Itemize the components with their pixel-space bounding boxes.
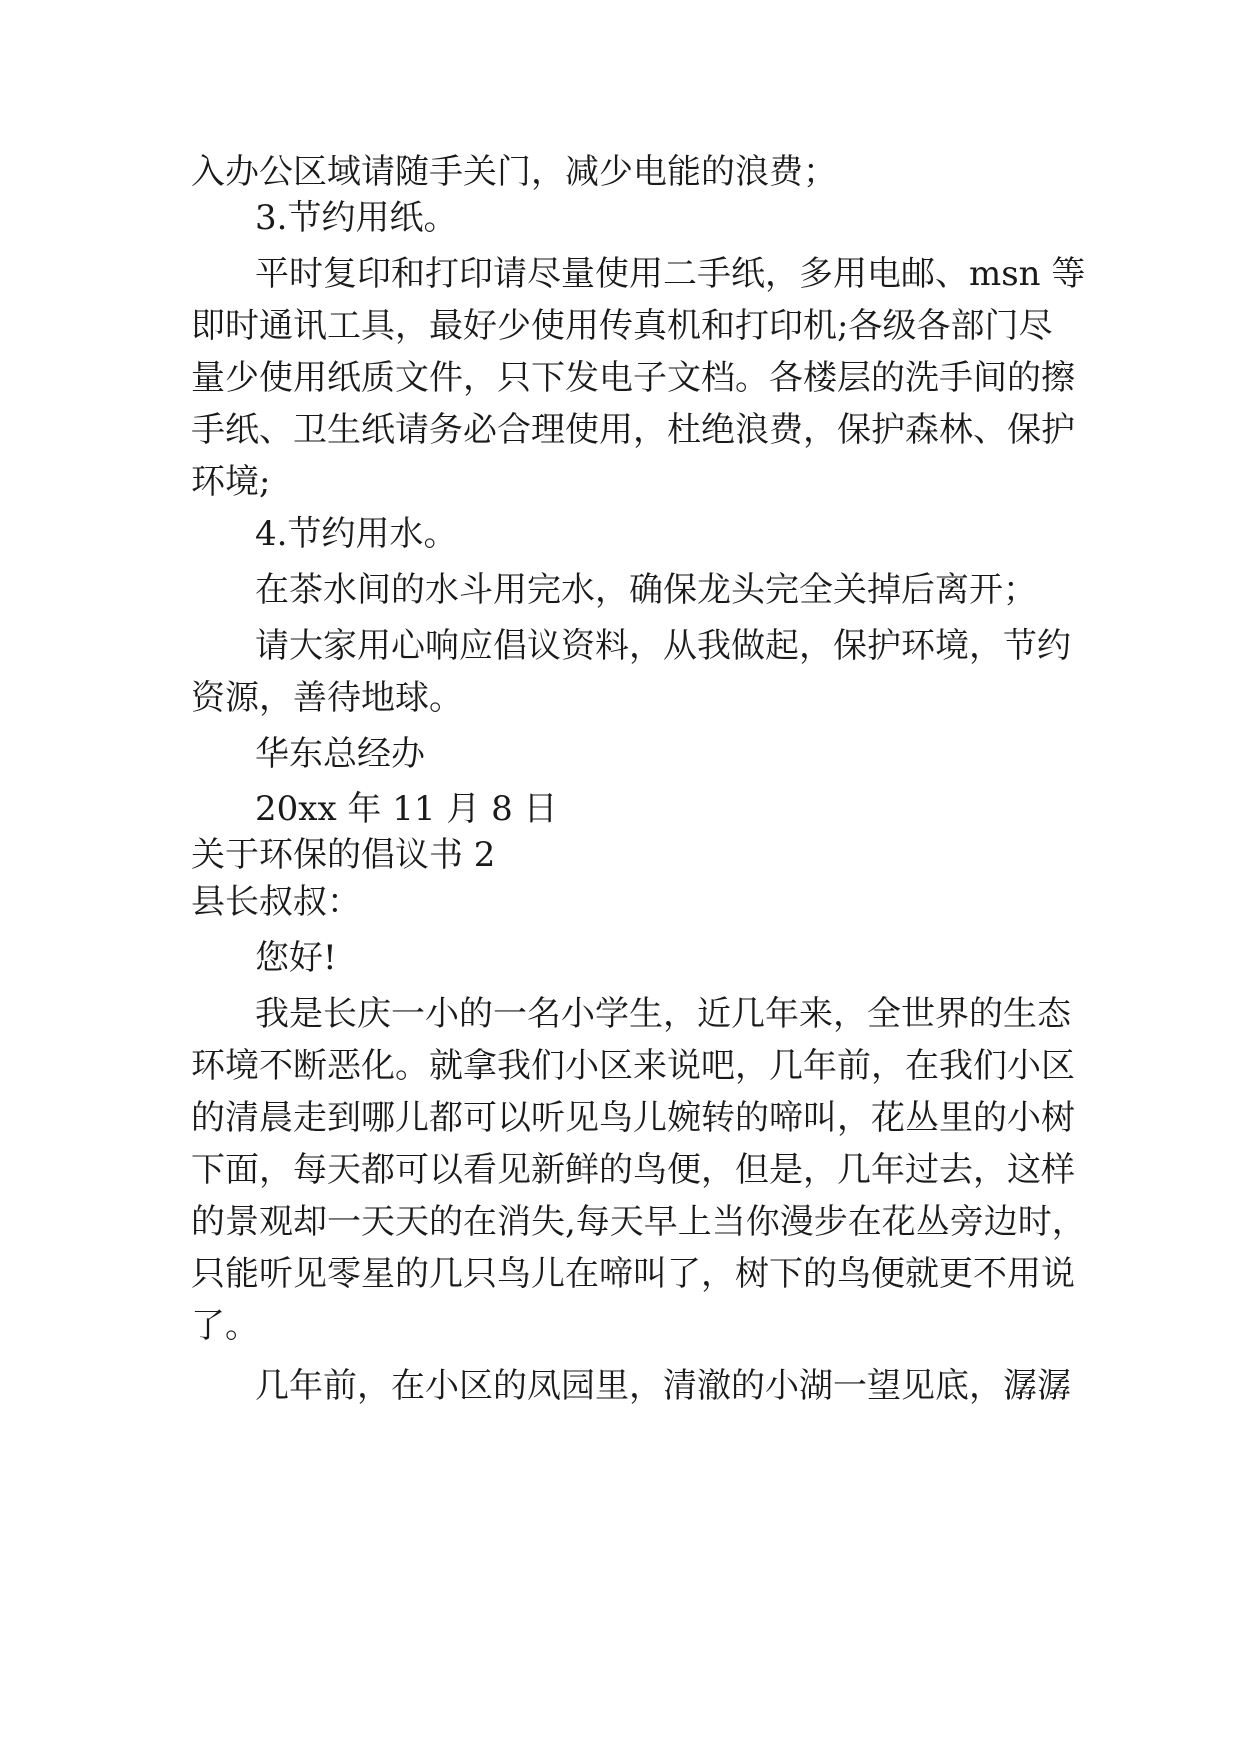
text-line: 量少使用纸质文件，只下发电子文档。各楼层的洗手间的擦 [191, 358, 1075, 398]
section-heading: 关于环保的倡议书 2 [191, 835, 496, 875]
text-line: 环境; [191, 462, 271, 502]
text-line: 即时通讯工具，最好少使用传真机和打印机;各级各部门尽 [191, 306, 1053, 346]
text-line: 3.节约用纸。 [255, 198, 458, 238]
text-line: 资源，善待地球。 [191, 678, 463, 718]
text-line: 的景观却一天天的在消失,每天早上当你漫步在花丛旁边时， [191, 1202, 1086, 1242]
text-line: 了。 [191, 1306, 259, 1346]
text-line: 几年前，在小区的凤园里，清澈的小湖一望见底，潺潺 [255, 1366, 1071, 1406]
text-line: 4.节约用水。 [255, 514, 458, 554]
text-line: 入办公区域请随手关门，减少电能的浪费； [191, 152, 837, 192]
text-line: 请大家用心响应倡议资料，从我做起，保护环境，节约 [255, 626, 1071, 666]
salutation: 县长叔叔： [191, 882, 361, 922]
text-line: 我是长庆一小的一名小学生，近几年来，全世界的生态 [255, 994, 1071, 1034]
text-line: 您好! [255, 938, 337, 978]
text-line: 20xx 年 11 月 8 日 [255, 789, 558, 829]
text-line: 手纸、卫生纸请务必合理使用，杜绝浪费，保护森林、保护 [191, 410, 1075, 450]
text-line: 华东总经办 [255, 734, 425, 774]
text-line: 的清晨走到哪儿都可以听见鸟儿婉转的啼叫，花丛里的小树 [191, 1098, 1075, 1138]
text-line: 在茶水间的水斗用完水，确保龙头完全关掉后离开； [255, 570, 1037, 610]
text-line: 只能听见零星的几只鸟儿在啼叫了，树下的鸟便就更不用说 [191, 1254, 1075, 1294]
text-line: 环境不断恶化。就拿我们小区来说吧，几年前，在我们小区 [191, 1046, 1075, 1086]
text-line: 平时复印和打印请尽量使用二手纸，多用电邮、msn 等 [255, 254, 1086, 294]
text-line: 下面，每天都可以看见新鲜的鸟便，但是，几年过去，这样 [191, 1150, 1075, 1190]
